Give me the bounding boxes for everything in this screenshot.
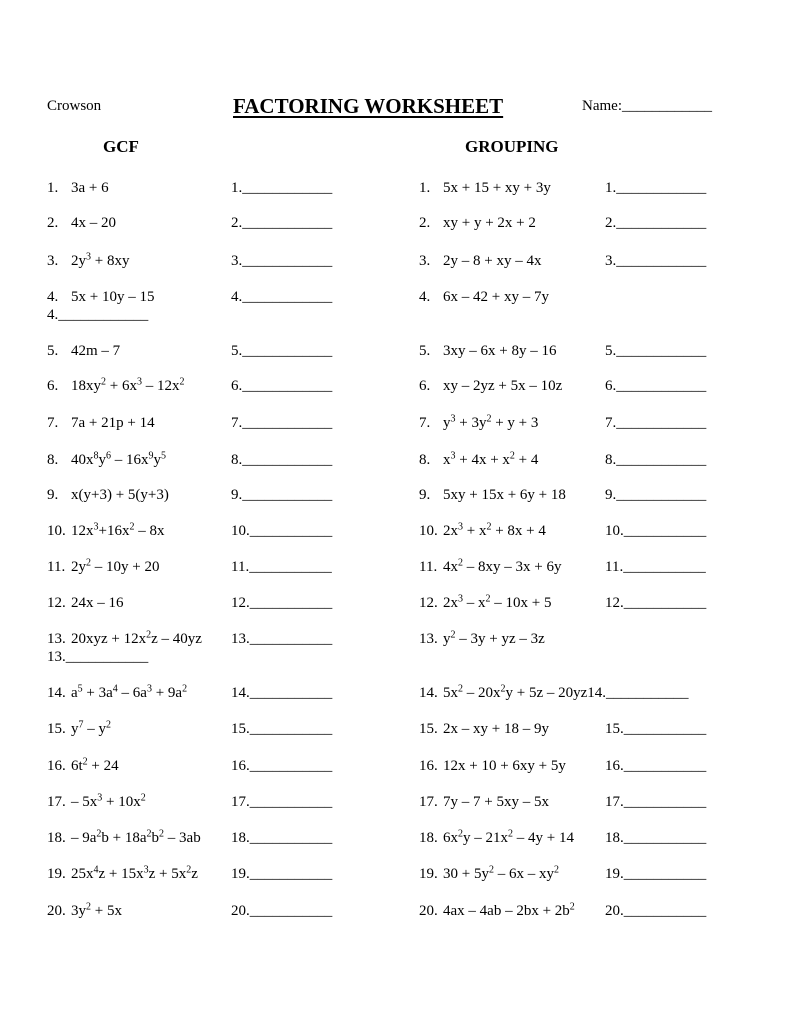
grouping-problem-expression: xy – 2yz + 5x – 10z	[443, 378, 563, 394]
grouping-heading: GROUPING	[465, 137, 559, 156]
gcf-problem-expression: $2y^3 + 8xy$	[71, 251, 130, 269]
grouping-problem-number: 5.	[419, 343, 431, 359]
gcf-problem-number: 8.	[47, 452, 59, 468]
grouping-problem-number: 3.	[419, 253, 431, 269]
author-name: Crowson	[47, 98, 102, 114]
grouping-answer-blank[interactable]: 7.____________	[605, 415, 707, 431]
grouping-problem-expression: $x^3 + 4x + x^2 + 4$	[443, 450, 539, 468]
gcf-problem-expression: $a^5 + 3a^4 - 6a^3 + 9a^2$	[71, 683, 188, 701]
gcf-problem-number: 20.	[47, 903, 66, 919]
gcf-answer-blank[interactable]: 6.____________	[231, 378, 333, 394]
grouping-problem-expression: $5x^2 - 20x^2y + 5z$ – 20yz14.___________	[443, 683, 689, 701]
gcf-problem-expression: 42m – 7	[71, 343, 121, 359]
gcf-problem-number: 17.	[47, 794, 66, 810]
gcf-answer-blank[interactable]: 5.____________	[231, 343, 333, 359]
gcf-problem-expression: – $5x^3 + 10x^2$	[71, 792, 146, 810]
grouping-problem-number: 17.	[419, 794, 438, 810]
gcf-problem-expression: 24x – 16	[71, 595, 124, 611]
grouping-problem-number: 2.	[419, 215, 431, 231]
gcf-problem-expression: $12x^3+16x^2 - 8x$	[71, 521, 165, 539]
gcf-answer-blank[interactable]: 15.___________	[231, 721, 333, 737]
gcf-problem-expression: 5x + 10y – 15	[71, 289, 155, 305]
gcf-problem-expression: $25x^4z + 15x^3z + 5x^2z$	[71, 864, 198, 882]
gcf-answer-blank[interactable]: 4.____________	[231, 289, 333, 305]
grouping-answer-blank[interactable]: 16.___________	[605, 758, 707, 774]
gcf-answer-blank[interactable]: 11.___________	[231, 559, 332, 575]
gcf-problem-number: 14.	[47, 685, 66, 701]
gcf-problem-number: 18.	[47, 830, 66, 846]
grouping-problem-number: 1.	[419, 180, 431, 196]
grouping-answer-blank[interactable]: 10.___________	[605, 523, 707, 539]
grouping-answer-blank[interactable]: 8.____________	[605, 452, 707, 468]
gcf-answer-blank-wrapped[interactable]: 4.____________	[47, 307, 149, 323]
gcf-problem-expression: $2y^2 - 10y + 20$	[71, 557, 160, 575]
gcf-answer-blank[interactable]: 14.___________	[231, 685, 333, 701]
grouping-answer-blank[interactable]: 6.____________	[605, 378, 707, 394]
grouping-answer-blank[interactable]: 18.___________	[605, 830, 707, 846]
grouping-answer-blank[interactable]: 5.____________	[605, 343, 707, 359]
gcf-problem-expression: $18xy^2 + 6x^3 - 12x^2$	[71, 376, 185, 394]
gcf-problem-expression: $6t^2 + 24$	[71, 756, 119, 774]
gcf-answer-blank[interactable]: 18.___________	[231, 830, 333, 846]
gcf-answer-blank[interactable]: 8.____________	[231, 452, 333, 468]
gcf-problem-expression: 7a + 21p + 14	[71, 415, 155, 431]
grouping-problem-number: 4.	[419, 289, 431, 305]
gcf-problem-number: 6.	[47, 378, 59, 394]
grouping-problem-number: 16.	[419, 758, 438, 774]
gcf-problem-number: 2.	[47, 215, 59, 231]
gcf-problem-number: 10.	[47, 523, 66, 539]
grouping-problem-expression: 5x + 15 + xy + 3y	[443, 180, 551, 196]
gcf-problem-number: 13.	[47, 631, 66, 647]
gcf-problem-expression: $3y^2 + 5x$	[71, 901, 122, 919]
gcf-problem-expression: $20xyz + 12x^2z - 40yz$	[71, 629, 202, 647]
grouping-problem-expression: $2x^3 + x^2 + 8x + 4$	[443, 521, 546, 539]
grouping-problem-number: 19.	[419, 866, 438, 882]
gcf-answer-blank[interactable]: 3.____________	[231, 253, 333, 269]
grouping-answer-blank[interactable]: 12.___________	[605, 595, 707, 611]
gcf-problem-number: 5.	[47, 343, 59, 359]
gcf-problem-number: 4.	[47, 289, 59, 305]
grouping-problem-number: 13.	[419, 631, 438, 647]
gcf-problem-expression: – $9a^2b + 18a^2b^2 - 3ab$	[71, 828, 201, 846]
worksheet-title: FACTORING WORKSHEET	[233, 94, 504, 118]
grouping-answer-blank[interactable]: 17.___________	[605, 794, 707, 810]
grouping-problem-number: 10.	[419, 523, 438, 539]
gcf-answer-blank[interactable]: 9.____________	[231, 487, 333, 503]
grouping-problem-number: 20.	[419, 903, 438, 919]
gcf-problem-number: 11.	[47, 559, 66, 575]
gcf-answer-blank[interactable]: 10.___________	[231, 523, 333, 539]
gcf-answer-blank[interactable]: 1.____________	[231, 180, 333, 196]
grouping-problem-number: 18.	[419, 830, 438, 846]
gcf-answer-blank[interactable]: 20.___________	[231, 903, 333, 919]
gcf-problem-expression: $y^7 - y^2$	[71, 719, 111, 737]
gcf-problem-expression: 3a + 6	[71, 180, 109, 196]
grouping-problem-number: 11.	[419, 559, 438, 575]
gcf-problem-number: 12.	[47, 595, 66, 611]
grouping-problem-expression: $y^2 - 3y$ + yz – 3z	[443, 629, 545, 647]
gcf-problem-expression: $40x^8y^6 - 16x^9y^5$	[71, 450, 166, 468]
grouping-problem-expression: xy + y + 2x + 2	[443, 215, 536, 231]
grouping-problem-expression: 5xy + 15x + 6y + 18	[443, 487, 566, 503]
gcf-answer-blank[interactable]: 17.___________	[231, 794, 333, 810]
name-field[interactable]: Name:____________	[582, 98, 712, 114]
grouping-problem-number: 7.	[419, 415, 431, 431]
grouping-problem-number: 12.	[419, 595, 438, 611]
grouping-problem-expression: $4ax - 4ab - 2bx + 2b^2$	[443, 901, 575, 919]
grouping-answer-blank[interactable]: 11.___________	[605, 559, 706, 575]
grouping-answer-blank[interactable]: 9.____________	[605, 487, 707, 503]
gcf-answer-blank[interactable]: 2.____________	[231, 215, 333, 231]
gcf-answer-blank[interactable]: 13.___________	[231, 631, 333, 647]
gcf-answer-blank-wrapped[interactable]: 13.___________	[47, 649, 149, 665]
gcf-problem-number: 16.	[47, 758, 66, 774]
grouping-problem-expression: 2x – xy + 18 – 9y	[443, 721, 549, 737]
grouping-answer-blank[interactable]: 19.___________	[605, 866, 707, 882]
gcf-heading: GCF	[103, 137, 139, 156]
grouping-answer-blank[interactable]: 2.____________	[605, 215, 707, 231]
gcf-problem-number: 15.	[47, 721, 66, 737]
grouping-answer-blank[interactable]: 1.____________	[605, 180, 707, 196]
gcf-answer-blank[interactable]: 7.____________	[231, 415, 333, 431]
grouping-problem-expression: 3xy – 6x + 8y – 16	[443, 343, 557, 359]
grouping-problem-expression: $2x^3 - x^2 - 10x + 5$	[443, 593, 552, 611]
grouping-problem-expression: 7y – 7 + 5xy – 5x	[443, 794, 549, 810]
grouping-answer-blank[interactable]: 20.___________	[605, 903, 707, 919]
gcf-problem-expression: 4x – 20	[71, 215, 116, 231]
grouping-problem-number: 14.	[419, 685, 438, 701]
gcf-problem-number: 3.	[47, 253, 59, 269]
grouping-problem-expression: $30 + 5y^2 - 6x - xy^2$	[443, 864, 559, 882]
grouping-problem-number: 15.	[419, 721, 438, 737]
grouping-problem-expression: 6x – 42 + xy – 7y	[443, 289, 549, 305]
grouping-problem-expression: 2y – 8 + xy – 4x	[443, 253, 542, 269]
grouping-problem-expression: $6x^2y - 21x^2 - 4y + 14$	[443, 828, 574, 846]
grouping-problem-expression: $y^3 + 3y^2 + y + 3$	[443, 413, 539, 431]
grouping-problem-number: 6.	[419, 378, 431, 394]
gcf-problem-number: 7.	[47, 415, 59, 431]
gcf-problem-number: 9.	[47, 487, 59, 503]
gcf-problem-expression: x(y+3) + 5(y+3)	[71, 487, 169, 503]
gcf-problem-number: 19.	[47, 866, 66, 882]
grouping-answer-blank[interactable]: 15.___________	[605, 721, 707, 737]
gcf-answer-blank[interactable]: 16.___________	[231, 758, 333, 774]
gcf-answer-blank[interactable]: 19.___________	[231, 866, 333, 882]
grouping-problem-number: 9.	[419, 487, 431, 503]
grouping-answer-blank[interactable]: 3.____________	[605, 253, 707, 269]
grouping-problem-number: 8.	[419, 452, 431, 468]
gcf-answer-blank[interactable]: 12.___________	[231, 595, 333, 611]
gcf-problem-number: 1.	[47, 180, 59, 196]
grouping-problem-expression: 12x + 10 + 6xy + 5y	[443, 758, 566, 774]
grouping-problem-expression: $4x^2 - 8xy - 3x + 6y$	[443, 557, 562, 575]
